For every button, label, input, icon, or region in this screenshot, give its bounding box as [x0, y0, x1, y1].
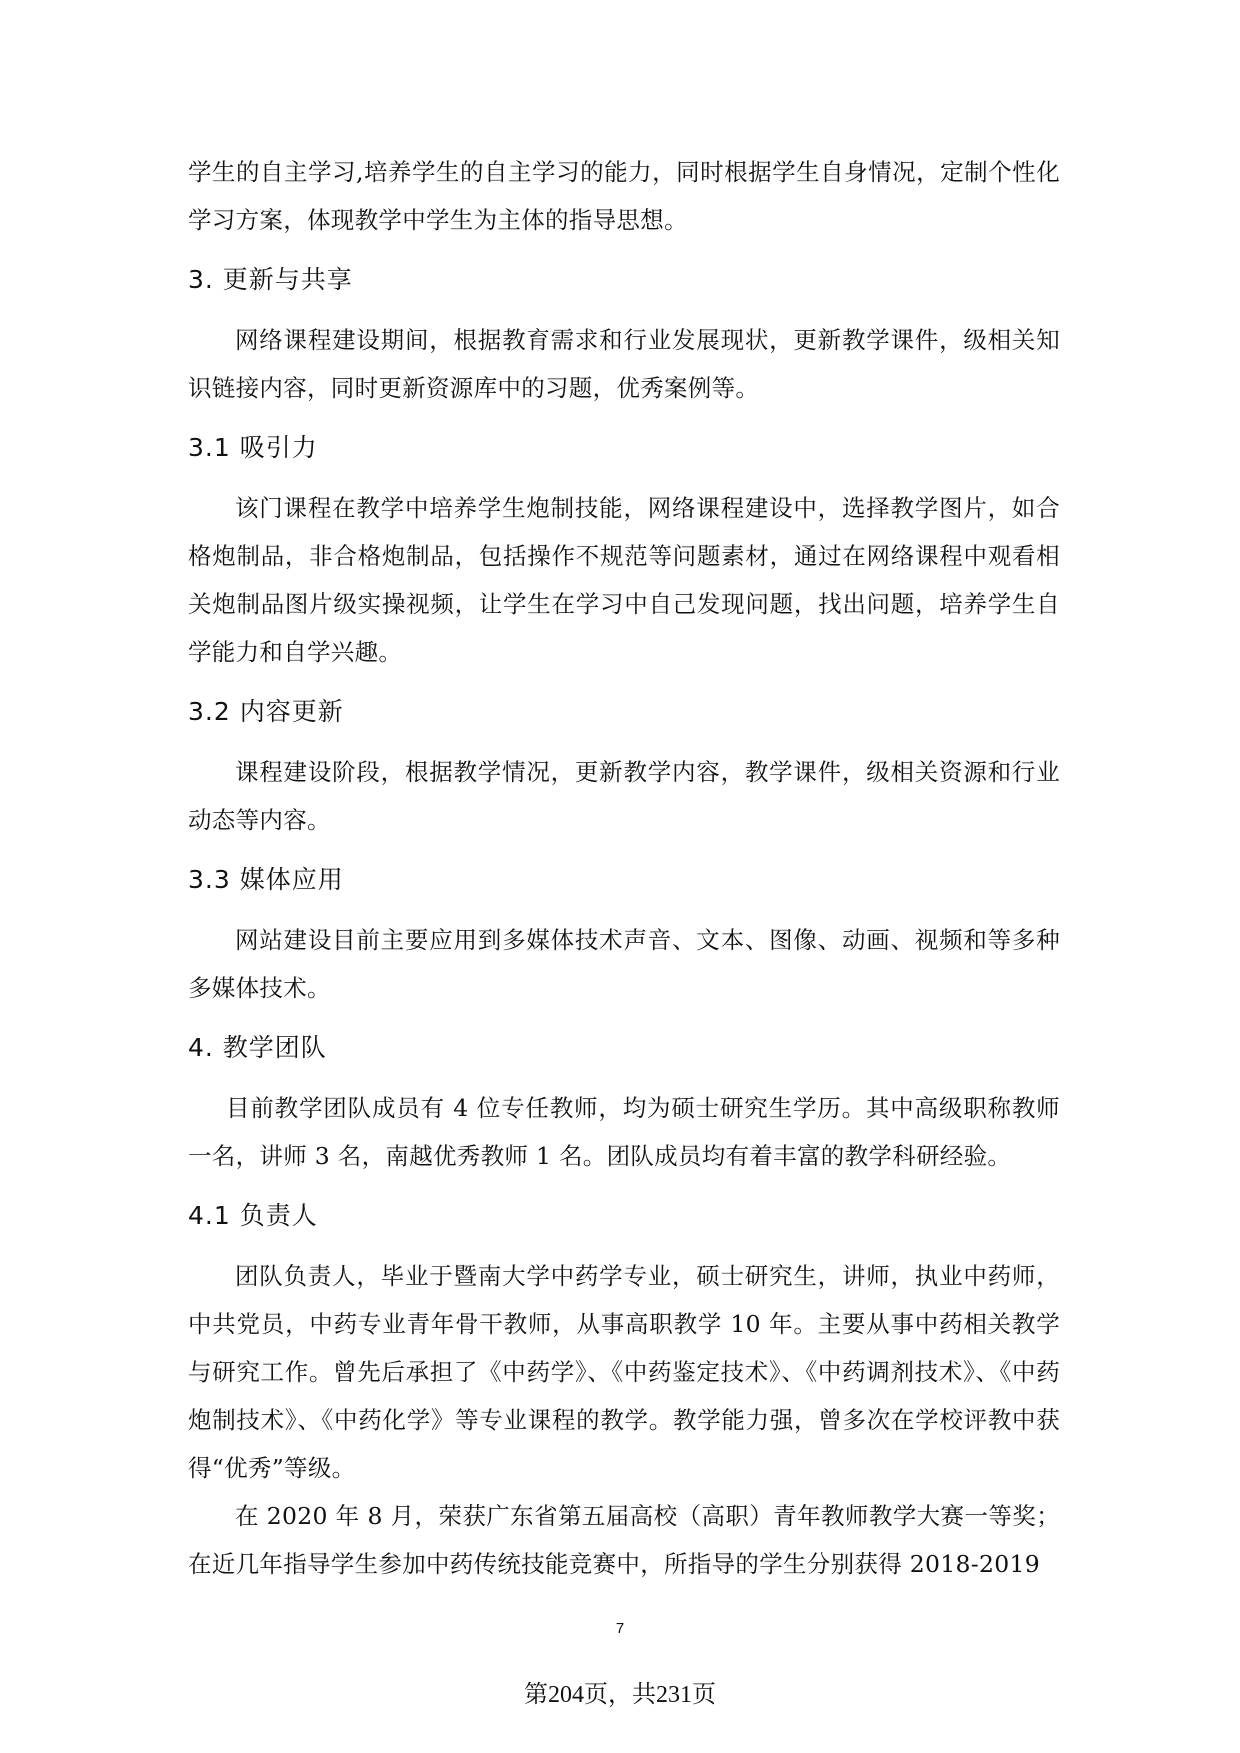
paragraph-update-and-share: 网络课程建设期间，根据教育需求和行业发展现状，更新教学课件，级相关知识链接内容，同时更新资源库中的习题，优秀案例等。 [188, 326, 1060, 402]
heading-teaching-team: 4. 教学团队 [188, 1033, 327, 1062]
heading-attraction: 3.1 吸引力 [188, 433, 318, 462]
paragraph-teaching-team: 目前教学团队成员有 4 位专任教师，均为硕士研究生学历。其中高级职称教师一名，讲师 3 名，南越优秀教师 1 名。团队成员均有着丰富的教学科研经验。 [188, 1094, 1060, 1170]
heading-team-leader: 4.1 负责人 [188, 1201, 318, 1230]
paragraph-awards: 在 2020 年 8 月，荣获广东省第五届高校（高职）青年教师教学大赛一等奖；在近几年指导学生参加中药传统技能竞赛中，所指导的学生分别获得 2018-2019 [188, 1502, 1060, 1578]
page-footer: 第204页，共231页 [524, 1682, 716, 1708]
paragraph-team-leader: 团队负责人，毕业于暨南大学中药学专业，硕士研究生，讲师，执业中药师，中共党员，中药专业青年骨干教师，从事高职教学 10 年。主要从事中药相关教学与研究工作。曾先后承担了《中药学》、《中药鉴定技术》、《中药调剂技术》、《中药炮制技术》、《中药化学》等专业课程的教学。教学能力强，曾多次在学校评教中获得“优秀”等级。 [188, 1262, 1060, 1482]
paragraph-media-application: 网站建设目前主要应用到多媒体技术声音、文本、图像、动画、视频和等多种多媒体技术。 [188, 926, 1060, 1002]
document-body [188, 148, 1060, 1588]
heading-update-and-share: 3. 更新与共享 [188, 265, 353, 294]
paragraph-self-learning: 学生的自主学习,培养学生的自主学习的能力，同时根据学生自身情况，定制个性化学习方案，体现教学中学生为主体的指导思想。 [188, 158, 1060, 234]
heading-content-update: 3.2 内容更新 [188, 697, 344, 726]
paragraph-attraction: 该门课程在教学中培养学生炮制技能，网络课程建设中，选择教学图片，如合格炮制品，非合格炮制品，包括操作不规范等问题素材，通过在网络课程中观看相关炮制品图片级实操视频，让学生在学习中自己发现问题，找出问题，培养学生自学能力和自学兴趣。 [188, 494, 1060, 666]
paragraph-content-update: 课程建设阶段，根据教学情况，更新教学内容，教学课件，级相关资源和行业动态等内容。 [188, 758, 1060, 834]
page-number: 7 [615, 1620, 625, 1637]
heading-media-application: 3.3 媒体应用 [188, 865, 344, 894]
